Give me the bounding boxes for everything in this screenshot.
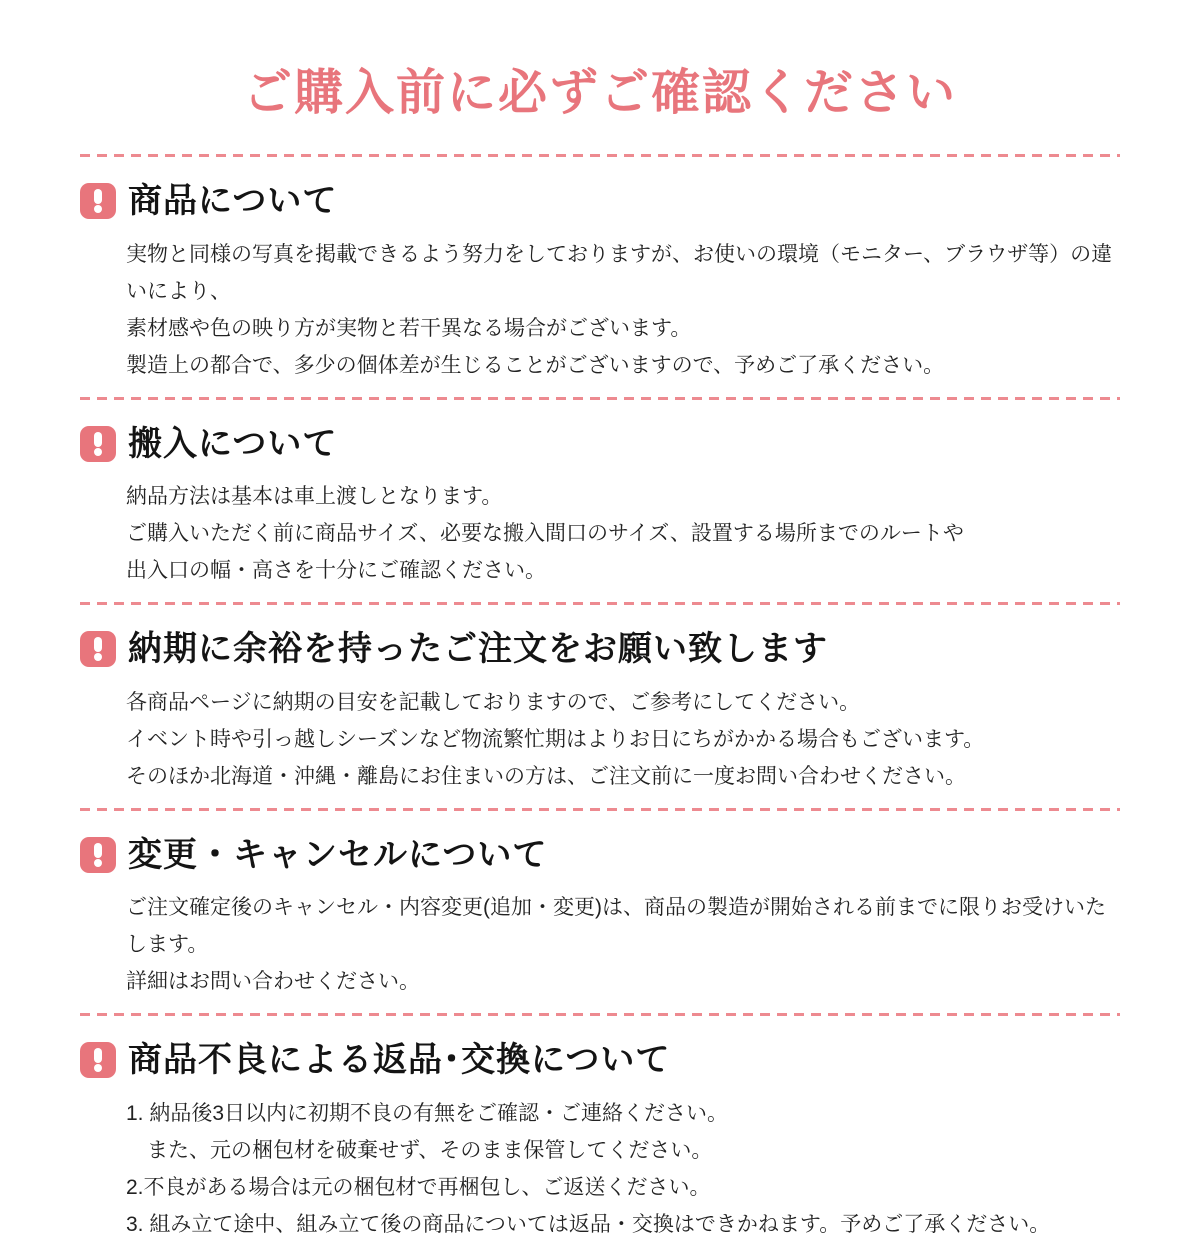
section-body	[80, 889, 1120, 1000]
page-title: ご購入前に必ずご確認ください	[242, 66, 957, 120]
body-line: イベント時や引っ越しシーズンなど物流繁忙期はよりお日にちがかかる場合もございます。	[126, 727, 985, 751]
body-line: 1. 納品後3日以内に初期不良の有無をご確認・ご連絡ください。	[126, 1101, 729, 1125]
body-line: 出入口の幅・高さを十分にご確認ください。	[126, 559, 546, 582]
exclamation-icon	[80, 426, 116, 462]
section-body	[80, 478, 1120, 589]
section-heading	[80, 423, 1120, 466]
body-line: 2.不良がある場合は元の梱包材で再梱包し、ご返送ください。	[126, 1175, 711, 1199]
section-delivery	[80, 400, 1120, 603]
body-line: 各商品ページに納期の目安を記載しておりますので、ご参考にしてください。	[126, 690, 861, 714]
body-line: 3. 組み立て途中、組み立て後の商品については返品・交換はできかねます。予めご了承ください。	[126, 1212, 1051, 1236]
body-line: ご購入いただく前に商品サイズ、必要な搬入間口のサイズ、設置する場所までのルートや	[126, 522, 964, 545]
exclamation-icon	[80, 631, 116, 667]
section-heading	[80, 1039, 1120, 1082]
section-heading	[80, 628, 1120, 671]
body-line: そのほか北海道・沖縄・離島にお住まいの方は、ご注文前に一度お問い合わせください。	[126, 764, 966, 788]
section-body	[80, 236, 1120, 384]
section-cancellation	[80, 811, 1120, 1014]
body-line: また、元の梱包材を破棄せず、そのまま保管してください。	[126, 1138, 713, 1162]
section-lead-time	[80, 605, 1120, 808]
body-line: 素材感や色の映り方が実物と若干異なる場合がございます。	[126, 316, 692, 340]
section-body	[80, 684, 1120, 795]
section-heading-label: 搬入について	[128, 424, 338, 463]
notice-page	[0, 54, 1200, 1256]
exclamation-icon	[80, 183, 116, 219]
exclamation-icon	[80, 837, 116, 873]
section-heading-label: 変更・キャンセルについて	[128, 835, 548, 874]
body-line: 詳細はお問い合わせください。	[126, 970, 420, 993]
section-heading-label: 商品不良による返品･交換について	[128, 1041, 671, 1079]
section-heading	[80, 834, 1120, 877]
body-line: 実物と同様の写真を掲載できるよう努力をしておりますが、お使いの環境（モニター、ブラウザ等）の違いにより、	[126, 242, 1113, 303]
section-heading-label: 商品について	[128, 182, 338, 220]
section-heading-label: 納期に余裕を持ったご注文をお願い致します	[128, 630, 828, 668]
body-line: 製造上の都合で、多少の個体差が生じることがございますので、予めご了承ください。	[126, 353, 945, 377]
body-line: ご注文確定後のキャンセル・内容変更(追加・変更)は、商品の製造が開始される前までに限りお受けいたします。	[126, 896, 1106, 956]
body-line: 納品方法は基本は車上渡しとなります。	[126, 485, 503, 508]
section-heading	[80, 180, 1120, 223]
exclamation-icon	[80, 1042, 116, 1078]
section-products	[80, 157, 1120, 397]
section-body	[80, 1095, 1120, 1243]
section-returns	[80, 1016, 1120, 1256]
